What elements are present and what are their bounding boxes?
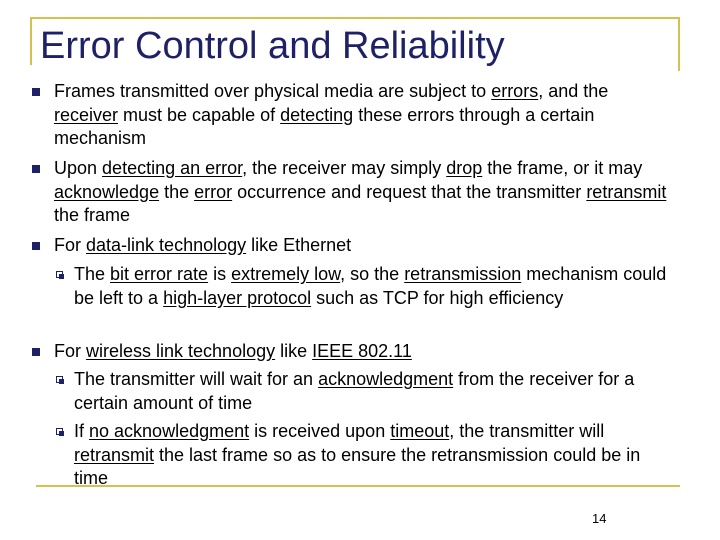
underlined-term: detecting — [280, 104, 354, 125]
frame-left-rule — [30, 17, 32, 65]
text-run: the frame, or it may — [482, 158, 643, 178]
underlined-term: retransmit — [74, 444, 155, 465]
text-run: the frame — [54, 205, 131, 225]
text-run: Upon — [54, 158, 103, 178]
bullet-item-2 — [54, 157, 674, 228]
text-run: such as TCP for high efficiency — [311, 287, 564, 308]
text-run: is — [208, 264, 232, 284]
underlined-term: drop — [446, 158, 483, 178]
bullet-text — [54, 234, 674, 258]
hollow-square-bullet-icon — [56, 271, 63, 278]
text-run: For — [54, 341, 87, 361]
hollow-square-bullet-icon — [56, 428, 63, 435]
text-run: The — [74, 264, 111, 284]
frame-right-rule — [678, 17, 680, 71]
underlined-term: timeout — [390, 421, 450, 441]
text-run: must be capable of — [118, 104, 281, 125]
slide-title: Error Control and Reliability — [40, 25, 505, 67]
underlined-term: no acknowledgment — [89, 421, 250, 441]
text-run: the last frame so as to ensure the retransmission could be in time — [74, 444, 641, 488]
text-run: like Ethernet — [246, 235, 352, 255]
text-run: these errors through a certain mechanism — [54, 104, 595, 148]
underlined-term: acknowledgment — [318, 369, 454, 389]
text-run: If — [74, 421, 90, 441]
square-bullet-icon — [32, 88, 40, 96]
sub-bullet-item-2 — [74, 368, 674, 415]
underlined-term: bit error rate — [110, 264, 209, 284]
text-run: , the transmitter will — [449, 421, 605, 441]
bullet-item-3 — [54, 234, 674, 258]
bullet-text — [54, 80, 674, 151]
sub-bullet-item-3 — [74, 420, 674, 491]
underlined-term: high-layer protocol — [163, 287, 312, 308]
bullet-item-4 — [54, 340, 674, 364]
underlined-term: retransmission — [404, 264, 522, 284]
text-run: the — [159, 181, 195, 202]
square-bullet-icon — [32, 242, 40, 250]
text-run: like — [275, 341, 313, 361]
sub-bullet-text — [74, 263, 674, 310]
square-bullet-icon — [32, 165, 40, 173]
text-run: mechanism could be left to a — [74, 264, 667, 308]
underlined-term: wireless link technology — [86, 341, 276, 361]
underlined-term: IEEE 802.11 — [312, 341, 412, 361]
bullet-text — [54, 157, 674, 228]
underlined-term: retransmit — [586, 181, 667, 202]
frame-top-rule — [30, 17, 680, 19]
bullet-item-1 — [54, 80, 674, 151]
text-run: from the receiver for a certain amount of time — [74, 369, 635, 413]
underlined-term: error — [194, 181, 233, 202]
page-number: 14 — [592, 511, 607, 526]
underlined-term: errors — [491, 81, 539, 101]
text-run: is received upon — [249, 421, 391, 441]
underlined-term: acknowledge — [54, 181, 160, 202]
underlined-term: extremely low — [231, 264, 341, 284]
square-bullet-icon — [32, 348, 40, 356]
text-run: Frames transmitted over physical media are subject to — [54, 81, 492, 101]
sub-bullet-text — [74, 420, 674, 491]
text-run: , so the — [340, 264, 405, 284]
underlined-term: detecting an error — [102, 158, 243, 178]
text-run: occurrence and request that the transmitter — [232, 181, 587, 202]
hollow-square-bullet-icon — [56, 376, 63, 383]
underlined-term: data-link technology — [86, 235, 247, 255]
text-run: For — [54, 235, 87, 255]
sub-bullet-text — [74, 368, 674, 415]
bullet-text — [54, 340, 674, 364]
text-run: The transmitter will wait for an — [74, 369, 319, 389]
underlined-term: receiver — [54, 104, 119, 125]
text-run: , the receiver may simply — [242, 158, 447, 178]
sub-bullet-item-1 — [74, 263, 674, 310]
text-run: , and the — [538, 81, 609, 101]
